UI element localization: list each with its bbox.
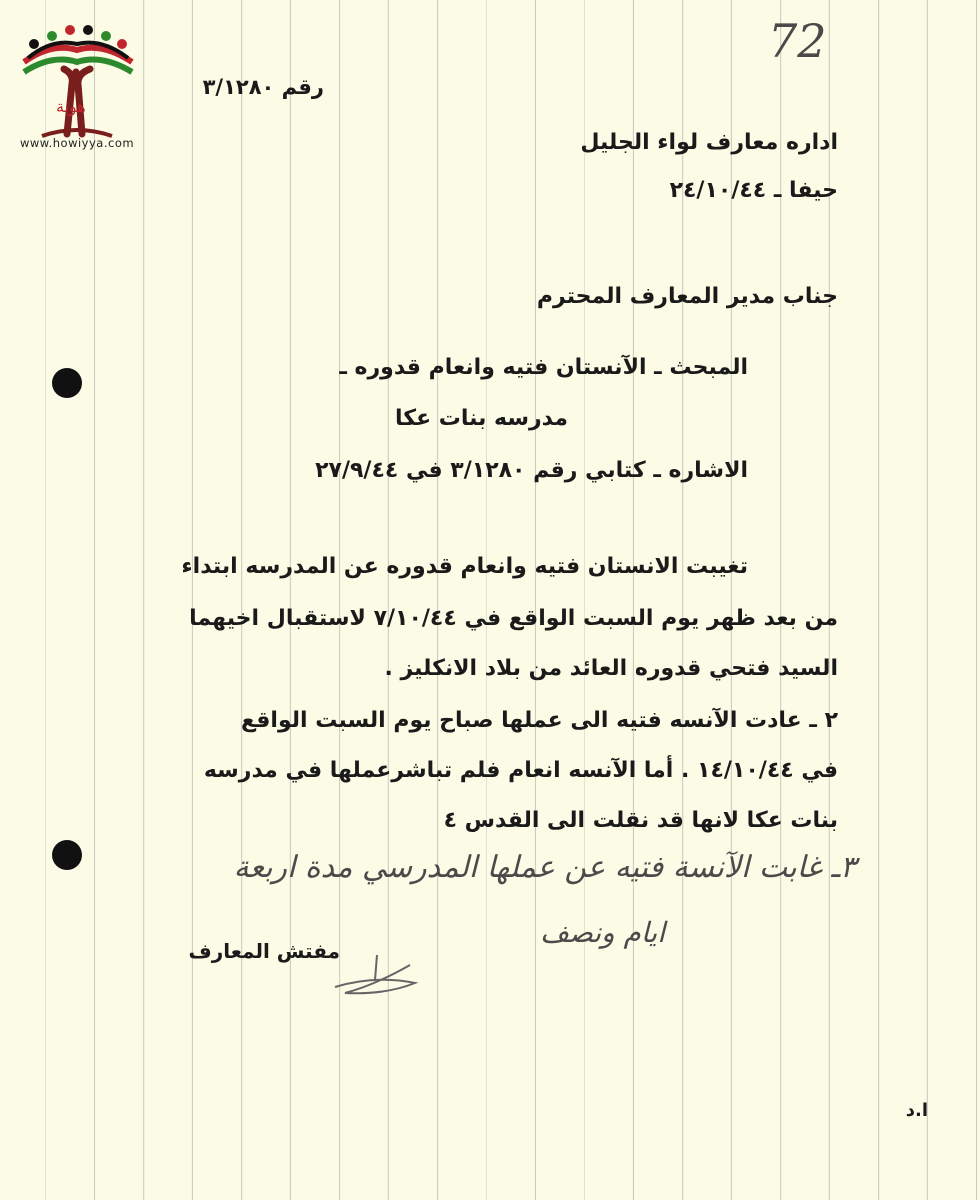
- place-date: حيفا ـ ۲٤/۱۰/٤٤: [669, 178, 838, 203]
- handwritten-line: ۳ـ غابت الآنسة فتيه عن عملها المدرسي مدة اربعة: [233, 850, 856, 885]
- signature-title: مفتش المعارف: [188, 939, 340, 963]
- body-line: السيد فتحي قدوره العائد من بلاد الانكليز .: [384, 656, 838, 681]
- page-number: 72: [768, 14, 827, 68]
- body-line: تغيبت الانستان فتيه وانعام قدوره عن المدرسه ابتداء: [181, 554, 748, 579]
- subject-line-2: مدرسه بنات عكا: [395, 406, 568, 431]
- punch-hole: [52, 840, 82, 870]
- initials: ا.د: [905, 1100, 928, 1121]
- watermark-url: www.howiyya.com: [19, 136, 135, 150]
- reference-line: الاشاره ـ كتابي رقم ۳/۱۲۸۰ في ۲۷/۹/٤٤: [315, 458, 748, 483]
- body-line: من بعد ظهر يوم السبت الواقع في ۷/۱۰/٤٤ لاستقبال اخيهما: [189, 606, 838, 631]
- reference-number: رقم ۳/۱۲۸۰: [202, 75, 324, 99]
- handwritten-line: ايام ونصف: [540, 916, 665, 949]
- signature-scribble: [315, 935, 455, 1005]
- body-line: بنات عكا لانها قد نقلت الى القدس ٤: [443, 808, 838, 833]
- body-line: في ۱٤/۱۰/٤٤ . أما الآنسه انعام فلم تباشرعملها في مدرسه: [203, 758, 838, 783]
- body-line: ۲ ـ عادت الآنسه فتيه الى عملها صباح يوم السبت الواقع: [240, 708, 838, 733]
- addressee: جناب مدير المعارف المحترم: [536, 284, 838, 309]
- logo-text: هوية: [56, 97, 86, 116]
- office-name: اداره معارف لواء الجليل: [580, 130, 838, 155]
- punch-hole: [52, 368, 82, 398]
- subject-line-1: المبحث ـ الآنستان فتيه وانعام قدوره ـ: [339, 355, 748, 380]
- tree-logo-icon: [12, 14, 142, 154]
